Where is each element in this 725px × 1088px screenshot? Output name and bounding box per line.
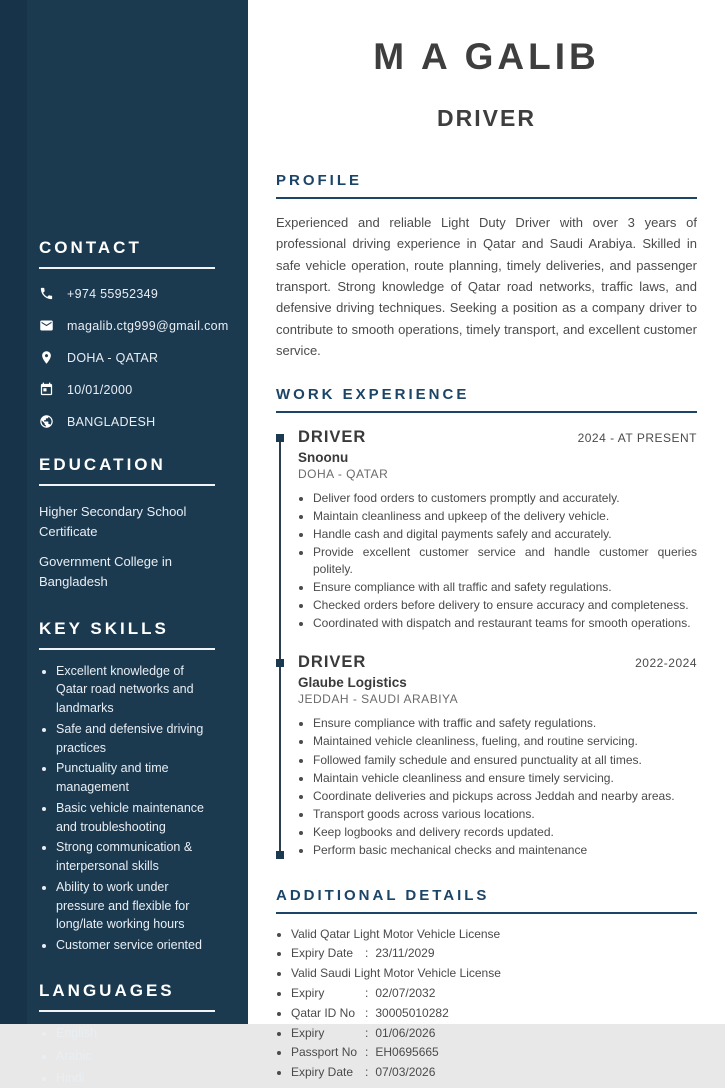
language-item: • Arabic	[56, 1047, 215, 1066]
detail-label: Expiry Date	[291, 946, 354, 961]
contact-email-text: magalib.ctg999@gmail.com	[67, 318, 229, 333]
job-title: DRIVER	[298, 653, 367, 672]
job-entry-glaube-logistics	[298, 653, 697, 858]
detail-item	[291, 985, 697, 1002]
job-bullet: • Handle cash and digital payments safely and accurately.	[313, 526, 697, 543]
language-item: • English	[56, 1024, 215, 1043]
email-icon	[39, 318, 54, 333]
timeline-dot-icon	[276, 434, 284, 442]
timeline-dot-icon	[276, 851, 284, 859]
job-bullet: • Provide excellent customer service and handle customer queries politely.	[313, 544, 697, 578]
contact-item-nationality	[39, 414, 215, 429]
contact-location-text: DOHA - QATAR	[67, 350, 159, 365]
job-bullet: • Maintained vehicle cleanliness, fueling, and routine servicing.	[313, 733, 697, 750]
sidebar-content	[0, 0, 248, 1088]
detail-value: 02/07/2032	[375, 986, 436, 1001]
education-line: Higher Secondary School Certificate	[39, 504, 187, 540]
skill-item: • Punctuality and time management	[56, 759, 215, 797]
job-header	[298, 653, 697, 672]
detail-value: 07/03/2026	[375, 1065, 436, 1080]
detail-item	[291, 945, 697, 962]
detail-label: Expiry	[291, 1025, 325, 1040]
key-skills-section	[39, 619, 215, 955]
job-company: Glaube Logistics	[298, 675, 407, 691]
resume-main	[248, 0, 725, 1080]
detail-label: Qatar ID No	[291, 1005, 356, 1020]
job-bullet: • Checked orders before delivery to ensure accuracy and completeness.	[313, 597, 697, 614]
skill-item: • Strong communication & interpersonal skills	[56, 838, 215, 876]
skill-item: • Ability to work under pressure and flexible for long/late working hours	[56, 878, 215, 934]
job-bullet: • Ensure compliance with all traffic and safety regulations.	[313, 579, 697, 596]
detail-item	[291, 965, 697, 982]
job-title: DRIVER	[298, 428, 367, 447]
job-bullet: • Transport goods across various locations.	[313, 806, 697, 823]
job-location: JEDDAH - SAUDI ARABIYA	[298, 692, 459, 707]
job-bullet-list	[298, 490, 697, 632]
contact-section	[39, 238, 229, 429]
job-bullet: • Maintain vehicle cleanliness and ensure timely servicing.	[313, 770, 697, 787]
calendar-icon	[39, 382, 54, 397]
detail-item	[291, 1044, 697, 1061]
profile-text: Experienced and reliable Light Duty Driver with over 3 years of professional driving experience in Qatar and Saudi Arabiya. Skilled in safe vehicle operation, route planning, timely deliveries, and passenger transport. Strong knowledge of Qatar road networks, traffic laws, and defensive driving techniques. Seeking a position as a company driver to contribute to smooth operations, timely transport, and excellent customer service.	[276, 215, 697, 358]
contact-item-phone	[39, 286, 215, 301]
detail-value: EH0695665	[375, 1045, 439, 1060]
job-location: DOHA - QATAR	[298, 467, 389, 482]
job-dates: 2022-2024	[635, 656, 697, 671]
job-bullet: • Perform basic mechanical checks and maintenance	[313, 842, 697, 859]
detail-value: 30005010282	[375, 1005, 449, 1020]
detail-item	[291, 1005, 697, 1022]
work-experience-section	[276, 386, 697, 859]
key-skills-list	[39, 662, 215, 955]
languages-list	[39, 1024, 215, 1088]
detail-separator: :	[365, 1045, 369, 1060]
contact-item-email	[39, 318, 229, 333]
job-entry-snoonu	[298, 428, 697, 632]
education-line: Government College in Bangladesh	[39, 554, 172, 590]
detail-label: Valid Saudi Light Motor Vehicle License	[291, 966, 501, 981]
contact-birthdate-text: 10/01/2000	[67, 382, 133, 397]
job-bullet: • Coordinated with dispatch and restaurant teams for smooth operations.	[313, 615, 697, 632]
key-skills-heading: KEY SKILLS	[39, 619, 215, 650]
jobs-timeline	[276, 428, 697, 859]
education-heading: EDUCATION	[39, 455, 215, 486]
phone-icon	[39, 286, 54, 301]
job-bullet: • Ensure compliance with traffic and safety regulations.	[313, 715, 697, 732]
job-bullet: • Followed family schedule and ensured punctuality at all times.	[313, 752, 697, 769]
skill-item: • Excellent knowledge of Qatar road networks and landmarks	[56, 662, 215, 718]
detail-label: Valid Qatar Light Motor Vehicle License	[291, 926, 501, 941]
contact-nationality-text: BANGLADESH	[67, 414, 156, 429]
skill-item: • Basic vehicle maintenance and troubleshooting	[56, 799, 215, 837]
skill-item: • Safe and defensive driving practices	[56, 720, 215, 758]
contact-item-birthdate	[39, 382, 215, 397]
additional-details-section	[276, 887, 697, 1081]
detail-label: Expiry	[291, 986, 325, 1001]
job-bullet: • Coordinate deliveries and pickups across Jeddah and nearby areas.	[313, 788, 697, 805]
role-title: DRIVER	[437, 105, 536, 131]
skill-item: • Customer service oriented	[56, 936, 215, 955]
contact-list	[39, 286, 229, 429]
languages-section	[39, 981, 215, 1088]
job-bullet-list	[298, 715, 697, 858]
contact-phone-text: +974 55952349	[67, 286, 159, 301]
languages-heading: LANGUAGES	[39, 981, 215, 1012]
job-bullet: • Deliver food orders to customers promptly and accurately.	[313, 490, 697, 507]
detail-value: 23/11/2029	[375, 946, 435, 961]
work-experience-heading: WORK EXPERIENCE	[276, 386, 697, 413]
additional-details-list	[276, 926, 697, 1081]
job-bullet: • Maintain cleanliness and upkeep of the delivery vehicle.	[313, 508, 697, 525]
timeline-line	[279, 438, 281, 855]
profile-section	[276, 172, 697, 361]
timeline-dot-icon	[276, 659, 284, 667]
location-icon	[39, 350, 54, 365]
detail-separator: :	[365, 1065, 369, 1080]
detail-separator: :	[365, 1005, 369, 1020]
globe-icon	[39, 414, 54, 429]
job-header	[298, 428, 697, 447]
additional-details-heading: ADDITIONAL DETAILS	[276, 887, 697, 914]
detail-item	[291, 926, 697, 943]
detail-separator: :	[365, 986, 369, 1001]
sidebar	[0, 0, 248, 1086]
education-section	[39, 455, 215, 593]
detail-separator: :	[365, 946, 369, 961]
language-item: • Hindi	[56, 1069, 215, 1088]
contact-heading: CONTACT	[39, 238, 215, 269]
detail-item	[291, 1064, 697, 1081]
detail-label: Passport No	[291, 1045, 358, 1060]
job-dates: 2024 - AT PRESENT	[577, 431, 697, 446]
detail-separator: :	[365, 1025, 369, 1040]
detail-label: Expiry Date	[291, 1065, 354, 1080]
job-bullet: • Keep logbooks and delivery records updated.	[313, 824, 697, 841]
contact-item-location	[39, 350, 215, 365]
job-company: Snoonu	[298, 450, 349, 466]
profile-heading: PROFILE	[276, 172, 697, 199]
detail-item	[291, 1025, 697, 1042]
name-heading: M A GALIB	[373, 36, 600, 77]
detail-value: 01/06/2026	[375, 1025, 436, 1040]
